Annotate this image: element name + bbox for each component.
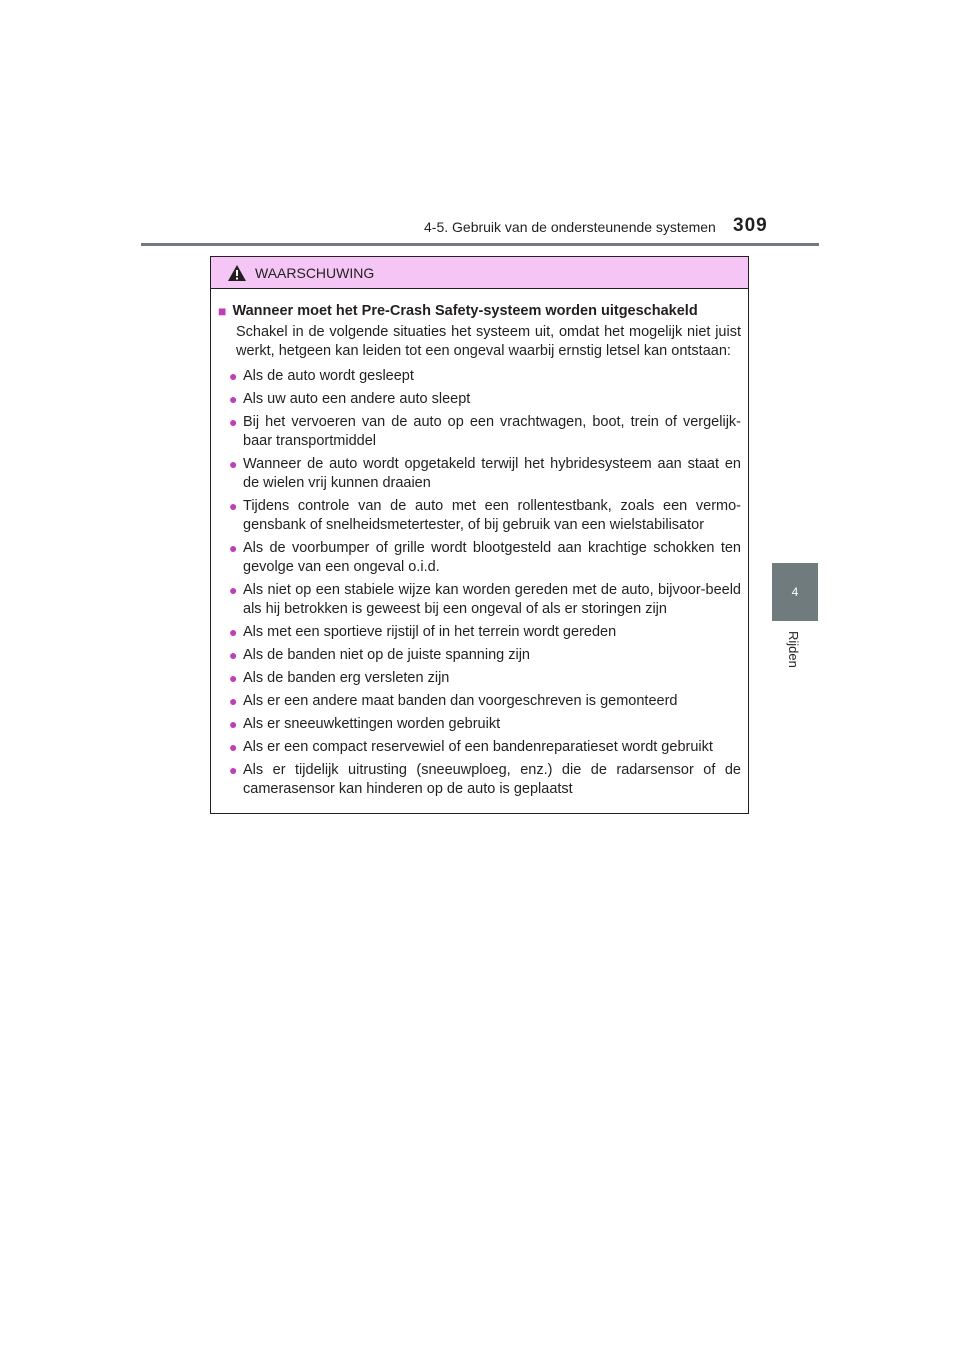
bullet-dot-icon: ● (229, 647, 238, 663)
list-item (218, 581, 741, 619)
bullet-dot-icon: ● (229, 582, 238, 598)
list-item-text: Als er een andere maat banden dan voorgeschreven is gemonteerd (243, 693, 678, 709)
warning-triangle-icon (227, 264, 247, 282)
section-title: 4-5. Gebruik van de ondersteunende systemen (424, 219, 716, 235)
list-item (218, 497, 741, 535)
warning-header (211, 257, 748, 289)
warning-heading-text: Wanneer moet het Pre-Crash Safety-systeem worden uitgeschakeld (232, 303, 698, 319)
bullet-dot-icon: ● (229, 716, 238, 732)
header-divider (141, 243, 819, 246)
bullet-dot-icon: ● (229, 739, 238, 755)
list-item (218, 738, 741, 757)
bullet-dot-icon: ● (229, 414, 238, 430)
bullet-dot-icon: ● (229, 762, 238, 778)
list-item (218, 539, 741, 577)
bullet-dot-icon: ● (229, 624, 238, 640)
list-item (218, 413, 741, 451)
list-item (218, 715, 741, 734)
list-item (218, 455, 741, 493)
list-item-text: Als er een compact reservewiel of een bandenreparatieset wordt gebruikt (243, 739, 713, 755)
warning-title: WAARSCHUWING (255, 264, 375, 281)
list-item-text: Als de banden erg versleten zijn (243, 670, 450, 686)
list-item-text: Bij het vervoeren van de auto op een vrachtwagen, boot, trein of vergelijk-baar transportmiddel (243, 414, 741, 449)
bullet-dot-icon: ● (229, 693, 238, 709)
list-item-text: Als er tijdelijk uitrusting (sneeuwploeg, enz.) die de radarsensor of de camerasensor kan hinderen op de auto is geplaatst (243, 762, 741, 797)
list-item-text: Als de banden niet op de juiste spanning zijn (243, 647, 530, 663)
list-item-text: Als er sneeuwkettingen worden gebruikt (243, 716, 501, 732)
list-item (218, 390, 741, 409)
list-item (218, 623, 741, 642)
list-item-text: Als de auto wordt gesleept (243, 368, 414, 384)
list-item (218, 761, 741, 799)
warning-box (210, 256, 749, 814)
chapter-tab[interactable] (772, 563, 818, 621)
chapter-number: 4 (791, 585, 799, 599)
list-item-text: Als niet op een stabiele wijze kan worden gereden met de auto, bijvoor-beeld als hij betrokken is geweest bij een ongeval of als er storingen zijn (243, 582, 741, 617)
warning-heading (218, 302, 741, 321)
list-item (218, 692, 741, 711)
bullet-dot-icon: ● (229, 540, 238, 556)
bullet-dot-icon: ● (229, 456, 238, 472)
list-item-text: Als met een sportieve rijstijl of in het terrein wordt gereden (243, 624, 617, 640)
list-item (218, 367, 741, 386)
bullet-dot-icon: ● (229, 368, 238, 384)
bullet-dot-icon: ● (229, 391, 238, 407)
warning-body (211, 289, 748, 799)
list-item-text: Als uw auto een andere auto sleept (243, 391, 471, 407)
square-bullet-icon: ■ (218, 303, 227, 319)
warning-intro: Schakel in de volgende situaties het systeem uit, omdat het mogelijk niet juist werkt, hetgeen kan leiden tot een ongeval waarbij ernstig letsel kan ontstaan: (236, 324, 741, 359)
page-number: 309 (733, 215, 768, 236)
chapter-label: Rijden (786, 631, 801, 668)
situation-list (218, 367, 741, 799)
list-item (218, 646, 741, 665)
bullet-dot-icon: ● (229, 498, 238, 514)
list-item (218, 669, 741, 688)
list-item-text: Als de voorbumper of grille wordt blootgesteld aan krachtige schokken ten gevolge van een ongeval o.i.d. (243, 540, 741, 575)
list-item-text: Wanneer de auto wordt opgetakeld terwijl het hybridesysteem aan staat en de wielen vrij kunnen draaien (243, 456, 741, 491)
list-item-text: Tijdens controle van de auto met een rollentestbank, zoals een vermo-gensbank of snelheidsmetertester, of bij gebruik van een wielstabilisator (243, 498, 741, 533)
bullet-dot-icon: ● (229, 670, 238, 686)
